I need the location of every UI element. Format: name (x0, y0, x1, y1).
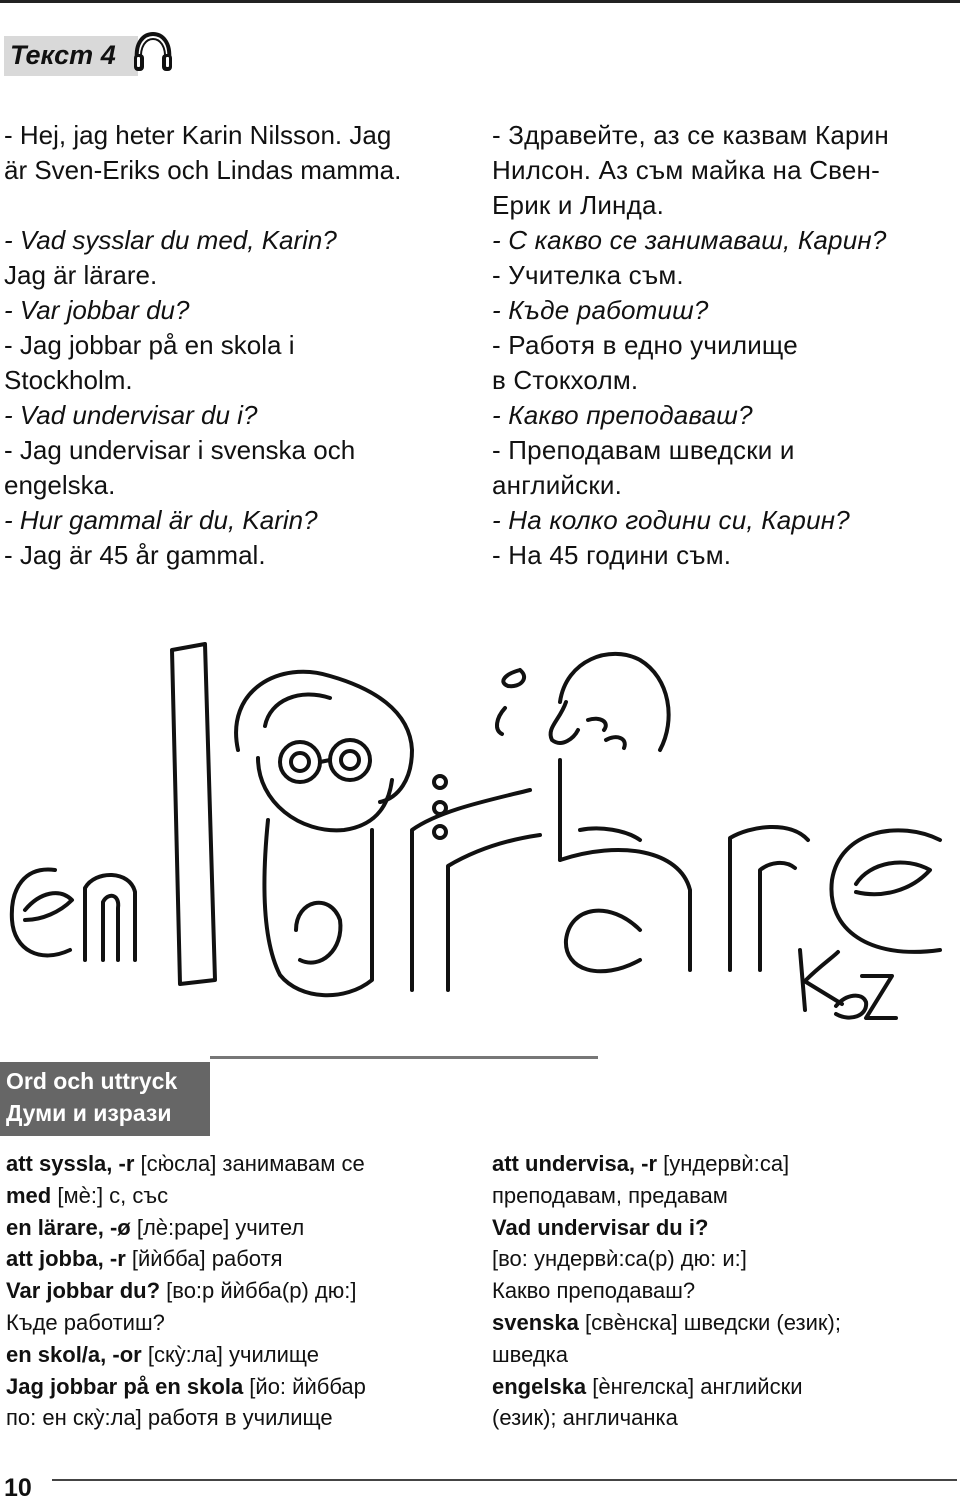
vocab-term: Vad undervisar du i? (492, 1214, 709, 1240)
dialog-line: - На 45 години съм. (492, 540, 732, 570)
vocab-list-left (6, 1148, 466, 1434)
text-title: Текст 4 (10, 40, 116, 70)
dialog-line: - Jag är 45 år gammal. (4, 540, 266, 570)
vocab-gloss: [во:р йѝбба(р) дю:] (160, 1278, 357, 1304)
vocab-term: att jobba, -r (6, 1246, 126, 1272)
vocab-rule (210, 1056, 598, 1059)
vocab-gloss: [во: ундервѝ:са(р) дю: и:] (492, 1246, 747, 1272)
vocab-entry (6, 1339, 466, 1371)
vocab-entry (6, 1148, 466, 1180)
vocab-entry (6, 1243, 466, 1275)
vocab-term: svenska (492, 1309, 579, 1335)
vocab-term: en lärare, -ø (6, 1214, 131, 1240)
top-rule (0, 0, 960, 3)
vocab-entry (492, 1307, 958, 1339)
dialog-line: är Sven-Eriks och Lindas mamma. (4, 155, 402, 185)
vocab-gloss: преподавам, предавам (492, 1182, 728, 1208)
vocab-heading-bulgarian: Думи и изрази (6, 1100, 172, 1126)
cartoon-illustration (0, 630, 960, 1030)
vocab-list-right (492, 1148, 958, 1434)
vocab-entry (492, 1148, 958, 1180)
vocab-term: att undervisa, -r (492, 1151, 658, 1176)
vocab-entry (492, 1212, 958, 1244)
dialog-bulgarian (492, 118, 958, 573)
vocab-entry (492, 1402, 958, 1434)
vocab-entry (6, 1402, 466, 1434)
dialog-line: - Какво преподаваш? (492, 400, 753, 430)
vocab-term: en skol/a, -or (6, 1341, 142, 1367)
dialog-line: в Стокхолм. (492, 365, 639, 395)
vocab-entry (6, 1307, 466, 1339)
dialog-line: - Vad sysslar du med, Karin? (4, 225, 337, 255)
dialog-line: - Vad undervisar du i? (4, 400, 258, 430)
dialog-line: - Преподавам шведски и (492, 435, 795, 465)
vocab-entry (492, 1180, 958, 1212)
dialog-line: - Къде работиш? (492, 295, 709, 325)
vocab-gloss: [ундервѝ:са] (657, 1151, 790, 1176)
footer-rule (52, 1479, 957, 1481)
dialog-line: Stockholm. (4, 365, 133, 395)
vocab-term: Jag jobbar på en skola (6, 1373, 244, 1399)
vocab-gloss: [скỳ:ла] училище (141, 1341, 319, 1367)
dialog-line: - С какво се занимаваш, Карин? (492, 225, 887, 255)
dialog-line: - Hej, jag heter Karin Nilsson. Jag (4, 120, 392, 150)
dialog-line: - Hur gammal är du, Karin? (4, 505, 318, 535)
vocab-term: engelska (492, 1373, 587, 1399)
dialog-line: - Var jobbar du? (4, 295, 190, 325)
dialog-swedish (4, 118, 454, 573)
vocab-gloss: Какво преподаваш? (492, 1278, 696, 1304)
dialog-line: - На колко години си, Карин? (492, 505, 850, 535)
dialog-line: Jag är lärare. (4, 260, 158, 290)
dialog-line (4, 188, 454, 223)
vocab-gloss: по: ен скỳ:ла] работя в училище (6, 1405, 333, 1431)
headphones-icon[interactable] (130, 30, 176, 74)
vocab-entry (6, 1180, 466, 1212)
dialog-line: - Jag jobbar på en skola i (4, 330, 295, 360)
vocab-heading-swedish: Ord och uttryck (6, 1068, 178, 1094)
vocab-entry (6, 1275, 466, 1307)
vocab-gloss: [ѐнгелска] английски (586, 1373, 803, 1399)
dialog-line: Ерик и Линда. (492, 190, 665, 220)
vocab-entry (492, 1371, 958, 1403)
dialog-line: английски. (492, 470, 623, 500)
dialog-line: - Здравейте, аз се казвам Карин (492, 120, 889, 150)
dialog-line: - Jag undervisar i svenska och (4, 435, 356, 465)
vocab-term: att syssla, -r (6, 1151, 135, 1176)
vocab-gloss: [лѐ:раре] учител (130, 1214, 305, 1240)
page-number: 10 (4, 1474, 32, 1502)
dialog-line: Нилсон. Аз съм майка на Свен- (492, 155, 880, 185)
vocab-gloss: (език); англичанка (492, 1405, 678, 1431)
vocab-gloss: шведка (492, 1341, 569, 1367)
vocab-entry (6, 1371, 466, 1403)
vocab-entry (492, 1275, 958, 1307)
vocab-term: med (6, 1182, 52, 1208)
vocab-entry (6, 1212, 466, 1244)
dialog-line: - Учителка съм. (492, 260, 684, 290)
illustration-caption: en lärare (868, 1026, 872, 1027)
vocab-gloss: [йѝбба] работя (125, 1246, 283, 1272)
vocab-gloss: [сю̀сла] занимавам се (134, 1151, 365, 1176)
vocab-gloss: [свѐнска] шведски (език); (578, 1309, 841, 1335)
vocab-term: Var jobbar du? (6, 1278, 161, 1304)
vocab-gloss: Къде работиш? (6, 1309, 165, 1335)
vocab-gloss: [йо: йѝббар (243, 1373, 366, 1399)
vocab-gloss: [мѐ:] с, със (51, 1182, 169, 1208)
dialog-line: - Работя в едно училище (492, 330, 798, 360)
dialog-line: engelska. (4, 470, 116, 500)
vocab-entry (492, 1243, 958, 1275)
vocab-entry (492, 1339, 958, 1371)
